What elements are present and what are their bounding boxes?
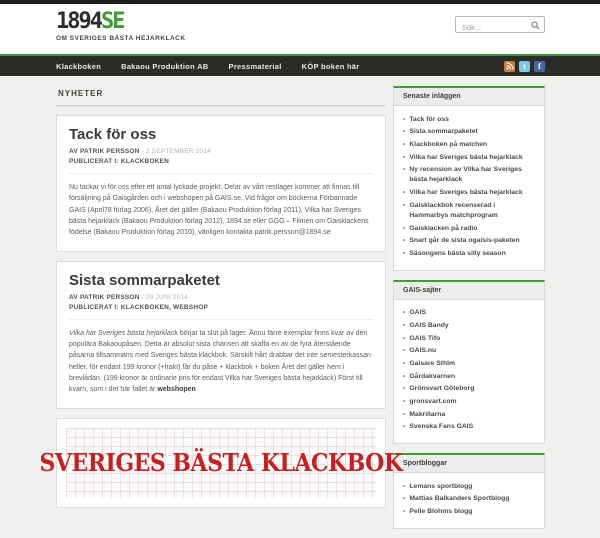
bullet-icon: •	[403, 250, 406, 258]
sidebar-link-label: Säsongens bästa silly season	[409, 250, 506, 258]
post-image[interactable]	[39, 428, 403, 498]
bullet-icon: •	[403, 495, 406, 503]
published-label: PUBLICERAT I:	[69, 158, 119, 165]
sidebar-link-label: Svenska Fans GAIS	[409, 423, 474, 431]
post-title[interactable]: Sista sommarpaketet	[69, 271, 220, 289]
bullet-icon: •	[403, 201, 406, 209]
post-date: - 3 SEPTEMBER 2014	[141, 148, 211, 155]
sidebar-link[interactable]	[403, 372, 535, 382]
post-categories-line	[69, 158, 373, 165]
gais-sites-list	[394, 300, 544, 443]
logo-text	[56, 9, 186, 34]
post-categories-line	[69, 304, 373, 311]
bullet-icon: •	[403, 140, 406, 148]
sidebar-link[interactable]	[403, 384, 535, 394]
bullet-icon: •	[403, 360, 406, 367]
sidebar-link-label: Tack för oss	[409, 115, 449, 123]
social-links	[504, 61, 545, 72]
sidebar-link-label: Lemans sportblogg	[409, 482, 473, 490]
sidebar-link[interactable]	[403, 397, 535, 407]
search-box	[455, 16, 545, 33]
sidebar-link-label: Pelle Blohms blogg	[409, 508, 473, 515]
post-author[interactable]: AV PATRIK PERSSON	[69, 293, 140, 301]
sidebar-link[interactable]	[403, 410, 535, 420]
post-image-text: SVERIGES BÄSTA KLACKBOK	[39, 448, 403, 478]
bullet-icon: •	[403, 237, 406, 245]
bullet-icon: •	[403, 423, 406, 431]
post-category-link[interactable]: KLACKBOKEN	[120, 158, 170, 165]
sidebar-link-label: Ny recension av Vilka har Sveriges bästa hejarklack	[409, 166, 522, 184]
sidebar-link-label: GAIS	[409, 309, 427, 317]
bullet-icon: •	[403, 347, 406, 355]
sidebar-link[interactable]	[403, 249, 535, 259]
nav-item[interactable]: Pressmaterial	[228, 61, 282, 71]
logo-part-se: SE	[100, 9, 124, 34]
post-body-italic-lead: Vilka har Sveriges bästa hejarklack	[69, 329, 178, 337]
sidebar-link-label: Makrillarna	[409, 410, 446, 418]
sidebar-link-label: Gaisare Sthlm	[409, 360, 456, 367]
post-body	[69, 319, 373, 396]
post-title[interactable]: Tack för oss	[69, 126, 157, 143]
post-card-tack-for-oss	[56, 115, 386, 252]
sidebar-link-label: Gaisklacken på radio	[409, 224, 478, 232]
bullet-icon: •	[403, 189, 406, 197]
sidebar-link[interactable]	[403, 507, 535, 517]
sidebar-link[interactable]	[403, 153, 535, 163]
published-label: PUBLICERAT I:	[69, 303, 119, 311]
content-area	[0, 76, 600, 538]
sidebar-link-label: Mattias Balkanders Sportblogg	[409, 495, 510, 503]
bullet-icon: •	[403, 385, 406, 393]
nav-item[interactable]: Bakaou Produktion AB	[121, 61, 209, 71]
post-date: - 29 JUNI 2014	[141, 293, 189, 301]
widget-title: GAIS-sajter	[394, 282, 544, 300]
bullet-icon: •	[403, 115, 406, 123]
post-card-sista-sommarpaketet	[56, 261, 386, 409]
nav-item[interactable]: Klackboken	[56, 61, 102, 71]
widget-title: Senaste inläggen	[394, 88, 544, 106]
facebook-icon[interactable]: f	[534, 61, 545, 72]
webshop-link[interactable]: webshopen	[157, 386, 196, 394]
sidebar-link-label: Grönsvart Göteborg	[409, 385, 475, 393]
sidebar-link[interactable]	[403, 127, 535, 137]
sidebar-link[interactable]	[403, 236, 535, 246]
sidebar-link[interactable]	[403, 321, 535, 331]
sidebar-link-label: Snart går de sista ogaisis-paketen	[409, 237, 520, 245]
sidebar-link-label: GAIS.nu	[409, 347, 437, 355]
nav-list	[56, 62, 360, 71]
post-body: Nu tackar vi för oss efter ett antal lyckade projekt. Delar av vårt restlager kommer att finnas till försäljning på Gaisgården och i webshopen på GAIS.se. Vid frågor om böckerna Förbannade GAIS (April78 förlag 2006), Året det gäller (Bakaou Produktion förlag 2011), Vilka har Sveriges bästa hejarklack (Bakaou Produktion förlag 2012), 1894.se eller GGG – Filmen om Gaisklackens födelse (Bakaou Produktion förlag 2010), vänligen kontakta patrik.persson@1894.se	[69, 173, 373, 239]
bullet-icon: •	[403, 224, 406, 232]
sidebar-link-label: Gårdakvarnen	[409, 372, 456, 380]
site-tagline: OM SVERIGES BÄSTA HEJARKLACK	[56, 35, 186, 42]
sidebar-link[interactable]	[403, 140, 535, 150]
post-body-text: börjar ta slut på lager. Ännu färre exemplar finns kvar av den populära Bakaoupåsen. Detta är absolut sista chansen att skaffa en av de fyra återstående påsarna tillsammans med Sveriges bästa klackbok. Särskilt hårt drabbar det inte semesterkassan heller, för endast 199 kronor (+frakt) får du påse + klackbok + boken Året det gäller hem i brevlådan. (199 kronor är ordinarie pris för endast Vilka har Sveriges bästa hejarklack) Först till kvarn, som i det här fallet är	[69, 329, 371, 394]
sidebar-link[interactable]	[403, 201, 535, 221]
sidebar-link[interactable]	[403, 165, 535, 185]
sidebar-link[interactable]	[403, 115, 535, 125]
bullet-icon: •	[403, 482, 406, 490]
main-column	[39, 86, 403, 538]
bullet-icon: •	[403, 508, 406, 515]
widget-sportbloggar	[393, 453, 545, 529]
widget-gais-sajter	[393, 280, 545, 444]
sidebar	[393, 86, 545, 538]
sidebar-link[interactable]	[403, 422, 535, 432]
sidebar-link[interactable]	[403, 482, 535, 492]
sidebar-link-label: Vilka har Sveriges bästa hejarklack	[409, 153, 523, 161]
bullet-icon: •	[403, 309, 406, 317]
sidebar-link[interactable]	[403, 359, 535, 369]
nav-item[interactable]: KÖP boken här	[301, 61, 360, 71]
post-author[interactable]: AV PATRIK PERSSON	[69, 148, 140, 155]
sidebar-link-label: gronsvart.com	[409, 398, 457, 406]
sidebar-link-label: GAIS Bandy	[409, 321, 449, 329]
sidebar-link[interactable]	[403, 188, 535, 198]
sport-blogs-list	[394, 473, 544, 528]
post-meta	[69, 294, 373, 301]
widget-title: Sportbloggar	[394, 455, 544, 473]
sidebar-link[interactable]	[403, 494, 535, 504]
bullet-icon: •	[403, 398, 406, 406]
sidebar-link-label: Vilka har Sveriges bästa hejarklack	[409, 189, 523, 197]
search-input[interactable]	[456, 20, 532, 34]
site-logo[interactable]	[56, 9, 186, 42]
bullet-icon: •	[403, 321, 406, 329]
bullet-icon: •	[403, 166, 406, 174]
sidebar-link-label: Gaisklackbok recenserad i Hammarbys matchprogram	[409, 201, 498, 219]
post-meta	[69, 148, 373, 155]
rss-icon[interactable]	[504, 61, 515, 72]
widget-senaste-inlaggen	[393, 86, 545, 271]
sidebar-link-label: Klackboken på matchen	[409, 140, 488, 148]
post-category-link[interactable]: KLACKBOKEN, WEBSHOP	[120, 303, 209, 311]
sidebar-link-label: Sista sommarpaketet	[409, 128, 478, 136]
search-icon[interactable]	[531, 21, 540, 30]
bullet-icon: •	[403, 410, 406, 418]
logo-part-1894: 1894	[56, 9, 101, 34]
sidebar-link-label: GAIS Tifo	[409, 334, 441, 342]
bullet-icon: •	[403, 334, 406, 342]
sidebar-link[interactable]	[403, 334, 535, 344]
bullet-icon: •	[403, 372, 406, 380]
recent-posts-list	[394, 106, 544, 270]
sidebar-link[interactable]	[403, 224, 535, 234]
site-header	[0, 4, 600, 54]
post-card-image	[39, 418, 403, 508]
sidebar-link[interactable]	[403, 346, 535, 356]
bullet-icon: •	[403, 128, 406, 136]
bullet-icon: •	[403, 153, 406, 161]
twitter-icon[interactable]: t	[519, 61, 530, 72]
section-title-nyheter: NYHETER	[56, 86, 386, 106]
main-nav	[0, 54, 600, 76]
sidebar-link[interactable]	[403, 308, 535, 318]
